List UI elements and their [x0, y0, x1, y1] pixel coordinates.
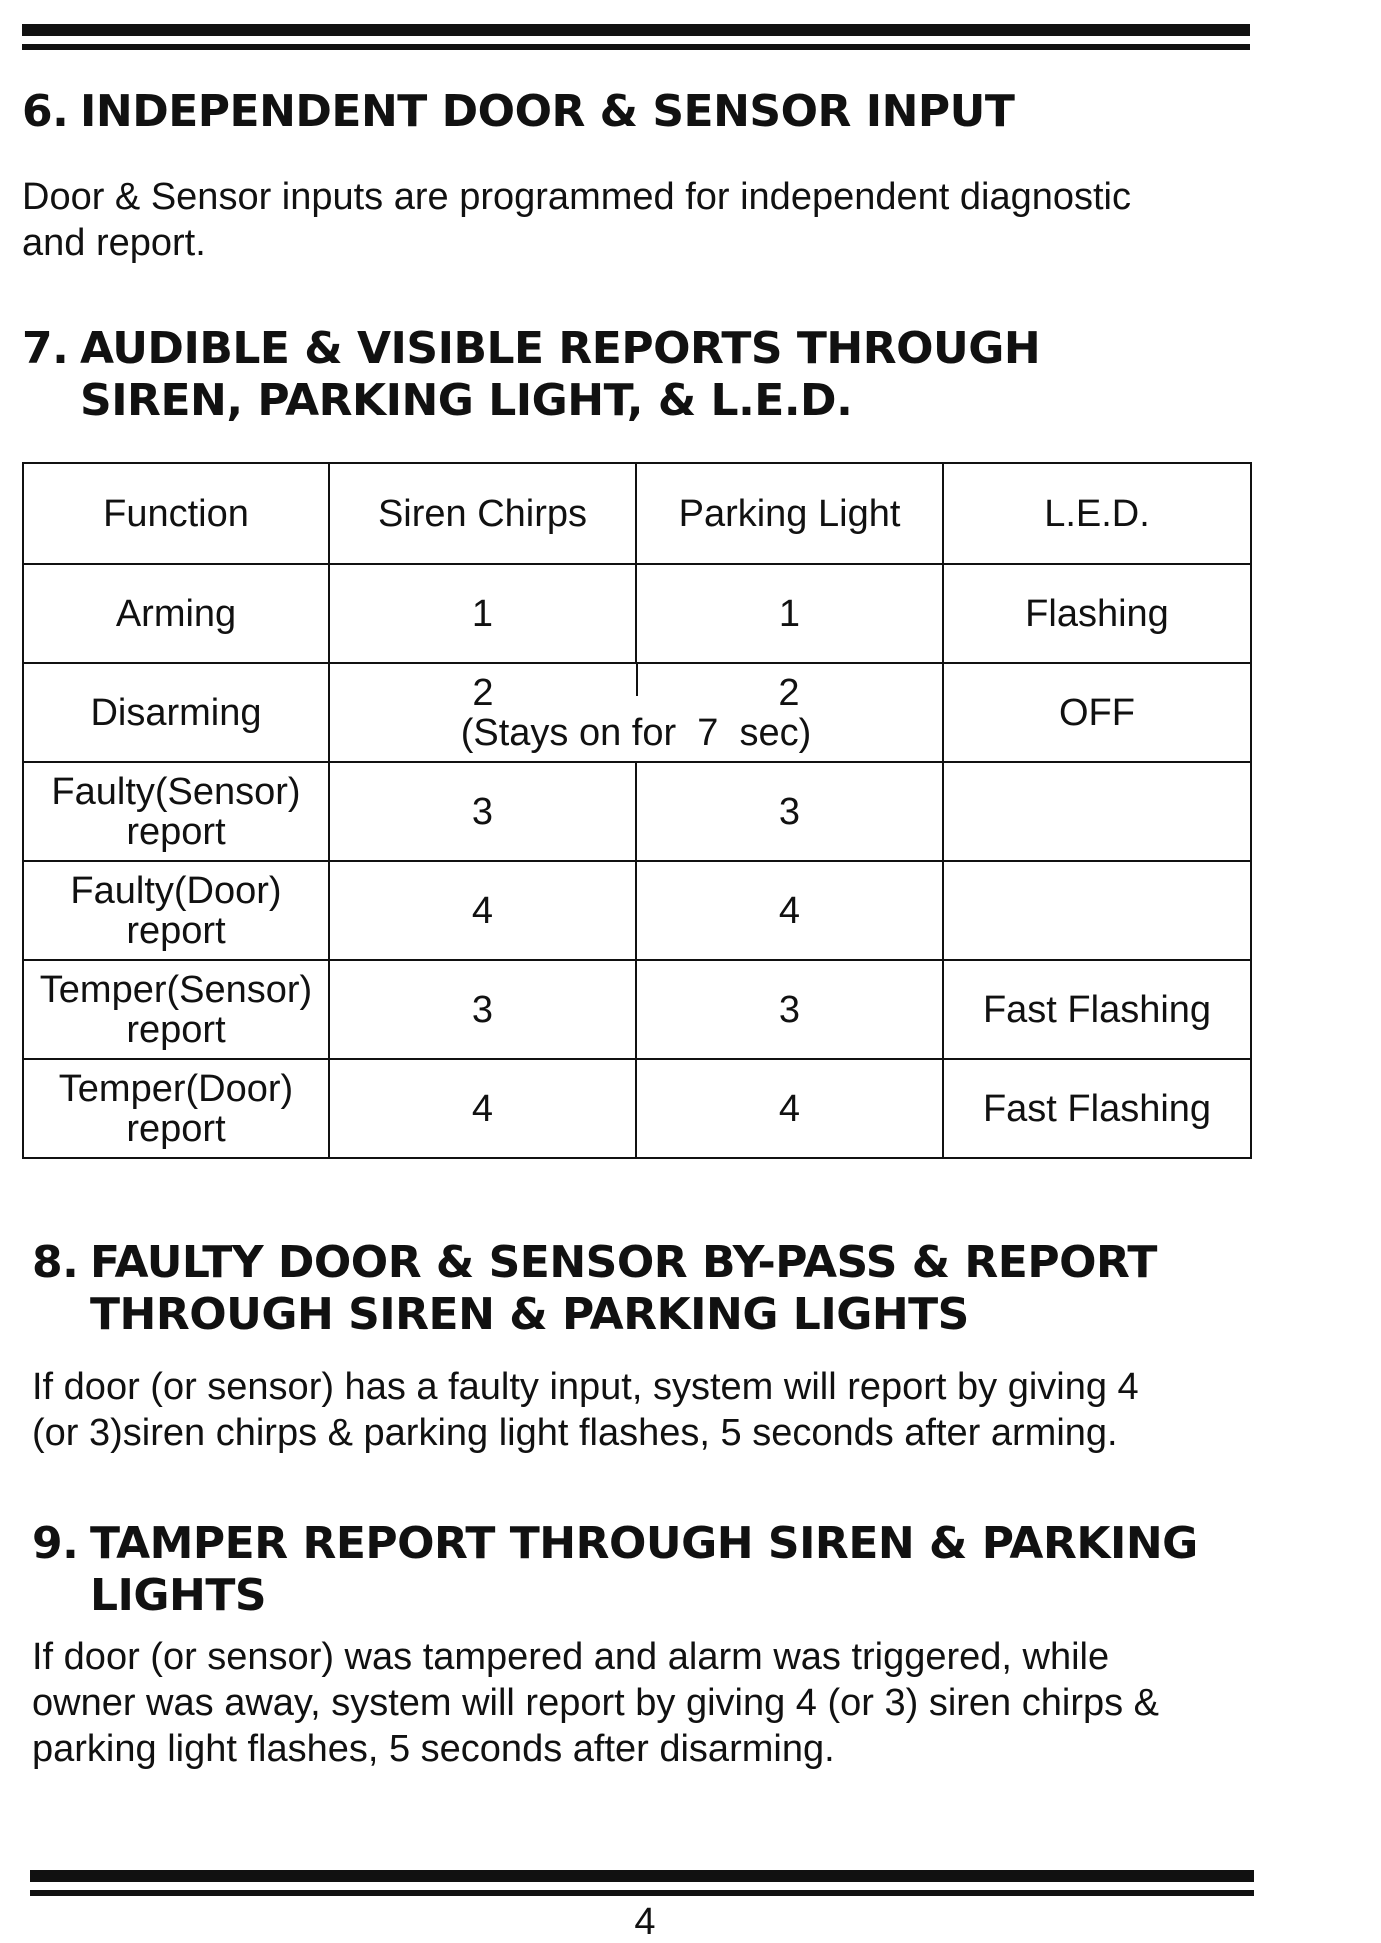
function-line: report [126, 810, 226, 853]
function-line: Faulty(Sensor) [51, 770, 301, 813]
section-7-heading [22, 323, 1040, 427]
section-8-number: 8. [32, 1237, 79, 1288]
parking-cell: 3 [636, 762, 943, 861]
section-7-title-line: SIREN, PARKING LIGHT, & L.E.D. [80, 375, 853, 426]
header-parking-light: Parking Light [636, 463, 943, 564]
led-cell: OFF [943, 663, 1251, 762]
table-row [23, 564, 1251, 663]
function-cell: Arming [23, 564, 329, 663]
led-cell [943, 861, 1251, 960]
section-6-body-line: and report. [22, 222, 206, 264]
function-line: report [126, 1107, 226, 1150]
function-line: report [126, 1008, 226, 1051]
top-rule-thick [22, 24, 1250, 36]
section-6-body [22, 174, 1131, 266]
section-6-title: INDEPENDENT DOOR & SENSOR INPUT [80, 86, 1015, 137]
section-9-body-line: If door (or sensor) was tampered and alarm was triggered, while [32, 1636, 1110, 1678]
function-cell: Disarming [23, 663, 329, 762]
section-6-heading [22, 86, 1014, 138]
bottom-rule-thin [30, 1890, 1254, 1896]
section-8-body-line: (or 3)siren chirps & parking light flashes, 5 seconds after arming. [32, 1412, 1118, 1454]
siren-cell: 3 [329, 960, 636, 1059]
section-9-body [32, 1634, 1159, 1772]
parking-cell: 4 [636, 1059, 943, 1158]
report-table [22, 462, 1252, 1159]
section-8-body-line: If door (or sensor) has a faulty input, system will report by giving 4 [32, 1366, 1139, 1408]
siren-cell: 4 [329, 861, 636, 960]
section-8-title-line: FAULTY DOOR & SENSOR BY-PASS & REPORT [90, 1237, 1157, 1288]
table-row [23, 1059, 1251, 1158]
section-9-body-line: owner was away, system will report by giving 4 (or 3) siren chirps & [32, 1682, 1160, 1724]
parking-cell: 2 [778, 671, 800, 714]
siren-cell: 1 [329, 564, 636, 663]
section-9-body-line: parking light flashes, 5 seconds after disarming. [32, 1728, 835, 1770]
function-line: Temper(Sensor) [39, 968, 313, 1011]
function-cell [23, 960, 329, 1059]
table-row [23, 960, 1251, 1059]
section-9-title-line: TAMPER REPORT THROUGH SIREN & PARKING [90, 1518, 1198, 1569]
disarming-combined-cell [329, 663, 943, 762]
function-line: Faulty(Door) [70, 869, 282, 912]
section-6-number: 6. [22, 86, 69, 137]
section-8-body [32, 1364, 1139, 1456]
header-function: Function [23, 463, 329, 564]
parking-cell: 1 [636, 564, 943, 663]
section-8-heading [32, 1237, 1157, 1341]
section-9-title-line: LIGHTS [90, 1570, 267, 1621]
function-line: Temper(Door) [58, 1067, 294, 1110]
parking-cell: 4 [636, 861, 943, 960]
siren-cell: 4 [329, 1059, 636, 1158]
siren-cell: 2 [472, 671, 494, 714]
section-7-number: 7. [22, 323, 69, 374]
table-row [23, 762, 1251, 861]
top-rule-thin [22, 44, 1250, 50]
function-cell [23, 1059, 329, 1158]
function-line: report [126, 909, 226, 952]
function-cell [23, 762, 329, 861]
stays-on-note: (Stays on for 7 sec) [460, 711, 812, 754]
section-9-heading [32, 1518, 1198, 1622]
siren-cell: 3 [329, 762, 636, 861]
section-6-body-line: Door & Sensor inputs are programmed for independent diagnostic [22, 176, 1131, 218]
led-cell [943, 762, 1251, 861]
section-8-title-line: THROUGH SIREN & PARKING LIGHTS [90, 1289, 969, 1340]
table-header-row [23, 463, 1251, 564]
table-row [23, 663, 1251, 762]
section-9-number: 9. [32, 1518, 79, 1569]
page-number: 4 [634, 1901, 656, 1943]
header-siren-chirps: Siren Chirps [329, 463, 636, 564]
led-cell: Fast Flashing [943, 1059, 1251, 1158]
led-cell: Fast Flashing [943, 960, 1251, 1059]
function-cell [23, 861, 329, 960]
section-7-title-line: AUDIBLE & VISIBLE REPORTS THROUGH [80, 323, 1041, 374]
bottom-rule-thick [30, 1870, 1254, 1882]
parking-cell: 3 [636, 960, 943, 1059]
table-row [23, 861, 1251, 960]
header-led: L.E.D. [943, 463, 1251, 564]
led-cell: Flashing [943, 564, 1251, 663]
